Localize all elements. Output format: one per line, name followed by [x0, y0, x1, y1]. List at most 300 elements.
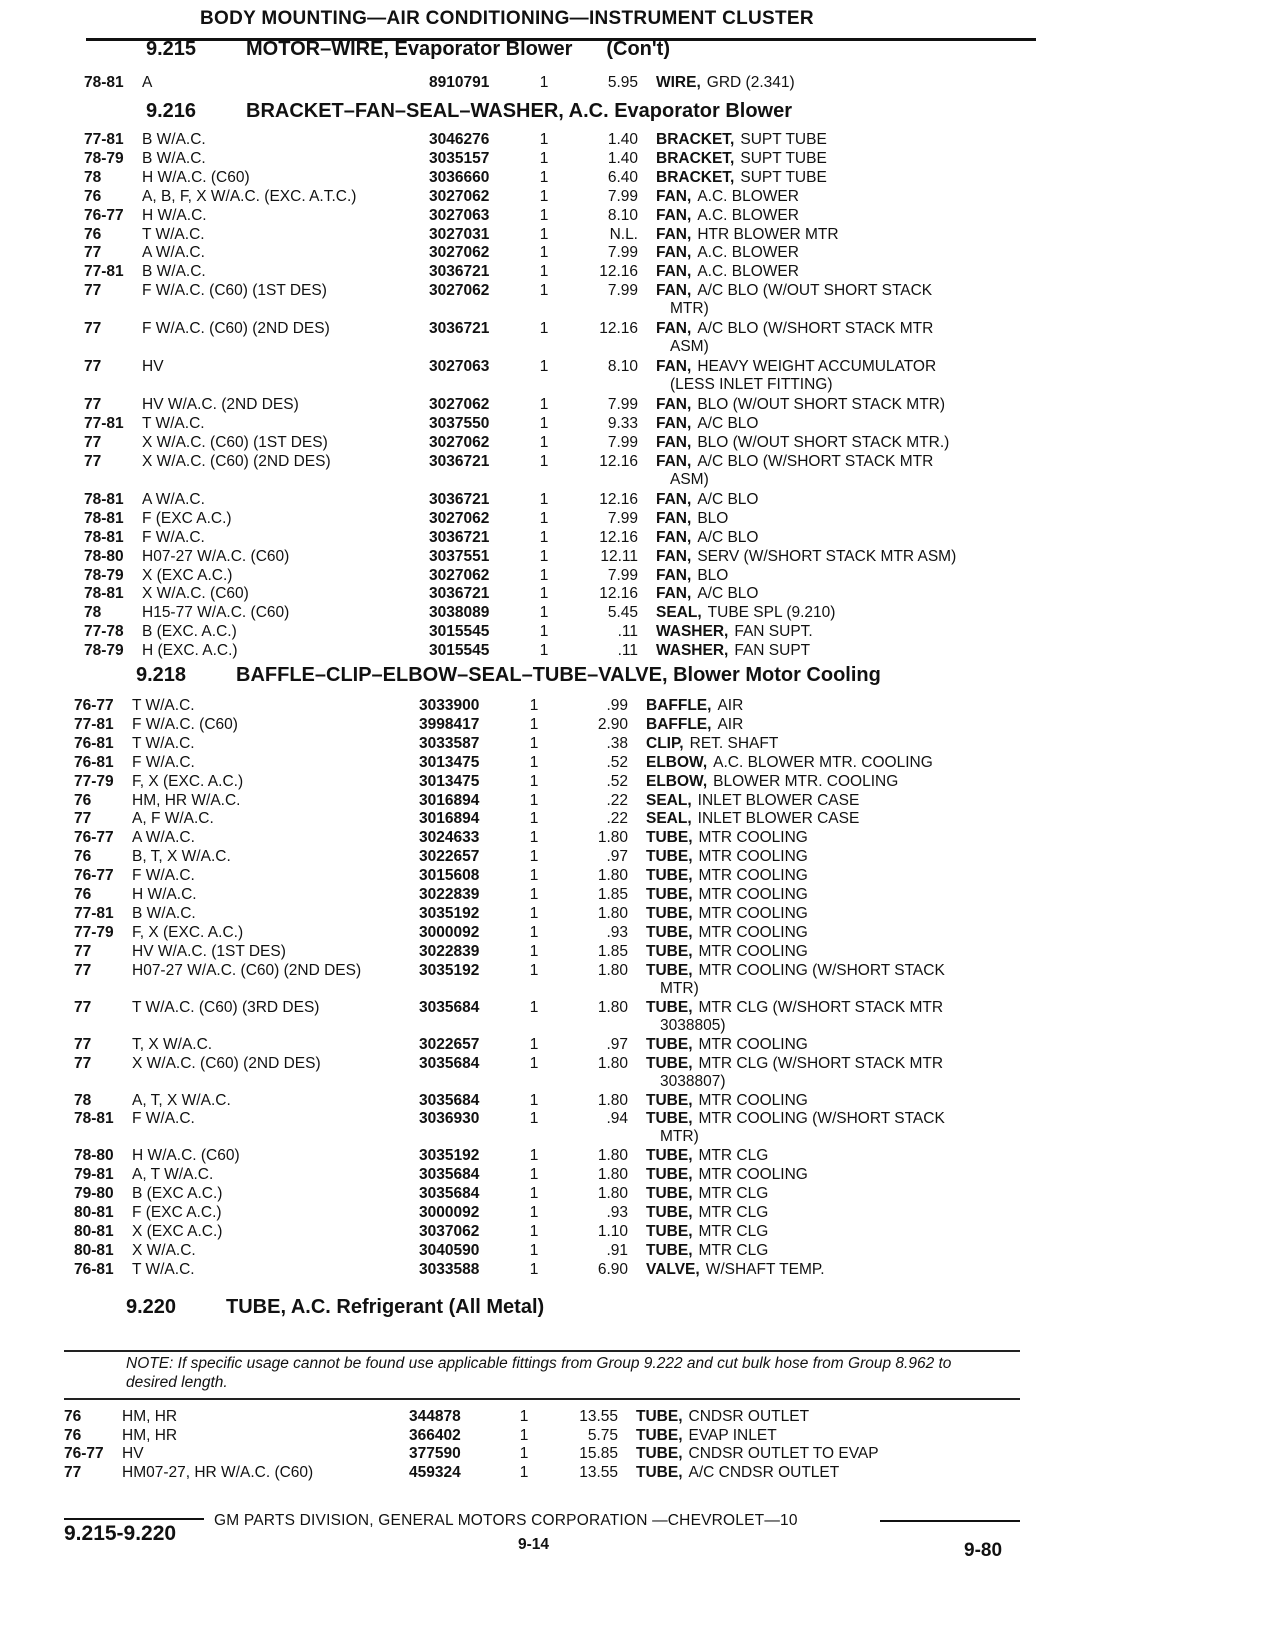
quantity: 1 — [529, 734, 539, 752]
group-number: 9.215 — [146, 38, 197, 60]
part-number: 3027062 — [429, 282, 490, 300]
price: .38 — [606, 734, 628, 752]
parts-row — [64, 1445, 1020, 1463]
parts-row — [74, 886, 1020, 904]
part-number: 3000092 — [419, 923, 480, 941]
description-text: BLO — [697, 509, 729, 527]
usage: H07-27 W/A.C. (C60) (2ND DES) — [132, 961, 362, 979]
description — [656, 169, 1016, 187]
usage: A, F W/A.C. — [132, 810, 214, 828]
footer-publisher: GM PARTS DIVISION, GENERAL MOTORS CORPORATION —CHEVROLET—10 — [214, 1512, 798, 1529]
description-text: MTR COOLING (W/SHORT STACK — [698, 1110, 945, 1128]
parts-row — [74, 1242, 1020, 1260]
description — [646, 792, 1006, 810]
description-keyword: CLIP, — [646, 734, 684, 752]
usage: HM07-27, HR W/A.C. (C60) — [122, 1463, 314, 1481]
part-number: 459324 — [409, 1463, 461, 1481]
parts-row — [74, 773, 1020, 791]
part-number: 3024633 — [419, 829, 480, 847]
description-keyword: TUBE, — [646, 904, 693, 922]
description-keyword: FAN, — [656, 320, 692, 338]
price: 13.55 — [579, 1408, 618, 1425]
description-text: W/SHAFT TEMP. — [705, 1260, 825, 1278]
group-title-continued: (Con't) — [606, 38, 670, 60]
quantity: 1 — [539, 434, 549, 451]
quantity: 1 — [539, 206, 549, 224]
parts-row — [84, 529, 1020, 547]
parts-row — [84, 74, 1020, 92]
description — [656, 529, 1016, 547]
usage: T W/A.C. (C60) (3RD DES) — [132, 998, 320, 1016]
part-number: 3013475 — [419, 753, 480, 771]
parts-row — [74, 1036, 1020, 1054]
description — [646, 943, 1006, 961]
parts-row — [74, 867, 1020, 885]
description-text: A.C. BLOWER MTR. COOLING — [713, 753, 933, 771]
part-number: 3036721 — [429, 528, 490, 546]
parts-row — [64, 1464, 1020, 1482]
description — [656, 150, 1016, 168]
parts-row — [74, 829, 1020, 847]
usage: HM, HR W/A.C. — [132, 791, 241, 809]
description — [656, 244, 1016, 262]
part-number: 3035684 — [419, 1091, 480, 1109]
description — [646, 1242, 1006, 1260]
model-year: 77-81 — [74, 904, 114, 922]
description-text: SUPT TUBE — [740, 149, 827, 167]
group-heading — [126, 1296, 544, 1319]
quantity: 1 — [529, 904, 539, 922]
parts-row — [84, 491, 1020, 509]
description-keyword: FAN, — [656, 225, 692, 243]
part-number: 3035684 — [419, 1166, 480, 1184]
description — [656, 396, 1016, 414]
model-year: 76-77 — [84, 206, 124, 224]
description-keyword: SEAL, — [656, 604, 702, 622]
model-year: 77 — [84, 358, 102, 376]
quantity: 1 — [539, 642, 549, 660]
quantity: 1 — [539, 168, 549, 186]
description-keyword: FAN, — [656, 509, 692, 527]
parts-row — [84, 358, 1020, 376]
description-text: A.C. BLOWER — [697, 244, 799, 262]
quantity: 1 — [519, 1408, 529, 1425]
description — [646, 1147, 1006, 1165]
price: 7.99 — [607, 244, 638, 262]
description — [646, 1223, 1006, 1241]
description — [656, 642, 1016, 660]
description-keyword: TUBE, — [646, 998, 693, 1016]
description-continued: (LESS INLET FITTING) — [670, 376, 833, 394]
description — [646, 886, 1006, 904]
part-number: 3040590 — [419, 1241, 480, 1259]
parts-row — [84, 567, 1020, 585]
price: .52 — [606, 772, 628, 790]
model-year: 77 — [84, 396, 102, 414]
model-year: 77 — [84, 282, 102, 300]
part-number: 3022839 — [419, 942, 480, 960]
usage: H W/A.C. — [132, 886, 197, 903]
model-year: 76 — [84, 187, 102, 205]
description — [656, 207, 1016, 225]
footer-date: 9-80 — [964, 1540, 1003, 1561]
parts-row — [74, 962, 1020, 980]
description-text: MTR CLG — [698, 1241, 769, 1259]
price: .22 — [606, 810, 628, 828]
part-number: 3027062 — [429, 434, 490, 451]
part-number: 3036721 — [429, 452, 490, 470]
description-keyword: FAN, — [656, 244, 692, 262]
description-text: AIR — [717, 715, 744, 733]
price: .97 — [606, 1035, 628, 1053]
parts-row — [74, 1110, 1020, 1128]
quantity: 1 — [529, 829, 539, 847]
description-text: FAN SUPT — [734, 642, 811, 660]
part-number: 3035192 — [419, 904, 480, 922]
parts-row — [84, 453, 1020, 471]
price: 7.99 — [607, 187, 638, 205]
model-year: 78-81 — [84, 585, 124, 603]
description-text: MTR CLG (W/SHORT STACK MTR — [698, 998, 944, 1016]
price: 1.80 — [597, 1091, 628, 1109]
description-keyword: FAN, — [656, 547, 692, 565]
price: 1.85 — [597, 886, 628, 903]
price: 2.90 — [597, 715, 628, 733]
part-number: 3037550 — [429, 415, 490, 433]
description-text: CNDSR OUTLET TO EVAP — [688, 1445, 879, 1463]
part-number: 3013475 — [419, 772, 480, 790]
usage: B, T, X W/A.C. — [132, 848, 231, 866]
description-keyword: ELBOW, — [646, 772, 708, 790]
description-keyword: TUBE, — [646, 886, 693, 903]
price: .91 — [606, 1241, 628, 1259]
description — [646, 999, 1006, 1017]
parts-row — [64, 1427, 1020, 1445]
model-year: 79-80 — [74, 1185, 114, 1203]
description-text: MTR COOLING — [698, 1091, 808, 1109]
description-keyword: ELBOW, — [646, 753, 708, 771]
description-keyword: FAN, — [656, 187, 692, 205]
model-year: 76-77 — [74, 867, 114, 885]
model-year: 77 — [84, 320, 102, 338]
quantity: 1 — [539, 623, 549, 641]
price: 1.80 — [597, 829, 628, 847]
parts-row — [74, 1147, 1020, 1165]
part-number: 3027062 — [429, 244, 490, 262]
usage: T W/A.C. — [132, 1260, 195, 1278]
usage: F (EXC A.C.) — [132, 1204, 222, 1222]
description — [656, 74, 1016, 92]
price: .11 — [617, 642, 638, 660]
usage: HV W/A.C. (1ST DES) — [132, 942, 286, 960]
model-year: 78-81 — [84, 490, 124, 508]
price: 1.80 — [597, 961, 628, 979]
description-text: MTR COOLING — [698, 886, 808, 903]
description-keyword: FAN, — [656, 358, 692, 376]
description-text: A/C BLO (W/OUT SHORT STACK — [697, 282, 933, 300]
group-number: 9.218 — [136, 664, 187, 686]
parts-row — [74, 999, 1020, 1017]
quantity: 1 — [539, 566, 549, 584]
parts-row — [84, 188, 1020, 206]
quantity: 1 — [529, 1110, 539, 1128]
part-number: 3037062 — [419, 1223, 480, 1240]
description — [646, 773, 1006, 791]
model-year: 76-77 — [64, 1445, 104, 1463]
description-keyword: SEAL, — [646, 810, 692, 828]
usage: HM, HR — [122, 1408, 178, 1425]
description-continued: MTR) — [660, 979, 699, 997]
model-year: 76-81 — [74, 753, 114, 771]
description-text: HEAVY WEIGHT ACCUMULATOR — [697, 358, 937, 376]
usage: F W/A.C. (C60) — [132, 715, 238, 733]
description-text: INLET BLOWER CASE — [697, 791, 860, 809]
description-keyword: WIRE, — [656, 74, 701, 91]
quantity: 1 — [539, 149, 549, 167]
parts-row — [84, 131, 1020, 149]
model-year: 78 — [74, 1091, 92, 1109]
part-number: 3022657 — [419, 848, 480, 866]
quantity: 1 — [539, 320, 549, 338]
description-text: SERV (W/SHORT STACK MTR ASM) — [697, 547, 957, 565]
description — [656, 188, 1016, 206]
price: 1.80 — [597, 1185, 628, 1203]
parts-row — [74, 1261, 1020, 1279]
parts-row — [84, 244, 1020, 262]
description-keyword: TUBE, — [646, 1091, 693, 1109]
usage: B W/A.C. — [132, 904, 196, 922]
part-number: 3046276 — [429, 131, 490, 148]
parts-row — [74, 1092, 1020, 1110]
description — [656, 131, 1016, 149]
price: 12.16 — [599, 490, 638, 508]
description-text: RET. SHAFT — [689, 734, 779, 752]
model-year: 76-77 — [74, 697, 114, 714]
description-text: MTR CLG — [698, 1185, 769, 1203]
price: 12.16 — [599, 452, 638, 470]
parts-row — [84, 150, 1020, 168]
description-text: GRD (2.341) — [706, 74, 795, 91]
usage: H07-27 W/A.C. (C60) — [142, 547, 290, 565]
model-year: 78-81 — [74, 1110, 114, 1128]
description-keyword: FAN, — [656, 434, 692, 451]
model-year: 80-81 — [74, 1223, 114, 1240]
description-keyword: BAFFLE, — [646, 697, 712, 714]
parts-row — [84, 585, 1020, 603]
price: 1.40 — [607, 149, 638, 167]
model-year: 78-81 — [84, 509, 124, 527]
quantity: 1 — [539, 225, 549, 243]
price: 7.99 — [607, 434, 638, 451]
parts-row — [84, 604, 1020, 622]
parts-row — [74, 1185, 1020, 1203]
parts-row — [84, 282, 1020, 300]
quantity: 1 — [539, 131, 549, 148]
parts-row — [84, 415, 1020, 433]
model-year: 78-80 — [84, 547, 124, 565]
description — [656, 585, 1016, 603]
usage: F (EXC A.C.) — [142, 509, 232, 527]
price: 1.80 — [597, 1147, 628, 1165]
quantity: 1 — [529, 867, 539, 885]
model-year: 76-81 — [74, 1260, 114, 1278]
description-text: A/C CNDSR OUTLET — [688, 1463, 840, 1481]
quantity: 1 — [539, 585, 549, 603]
usage: F W/A.C. (C60) (1ST DES) — [142, 282, 327, 300]
description-keyword: TUBE, — [646, 848, 693, 866]
description — [636, 1427, 996, 1445]
quantity: 1 — [539, 187, 549, 205]
usage: X W/A.C. (C60) (2ND DES) — [132, 1054, 321, 1072]
description-keyword: FAN, — [656, 206, 692, 224]
description — [646, 905, 1006, 923]
description-text: MTR COOLING — [698, 1166, 808, 1184]
parts-row — [84, 623, 1020, 641]
usage: H (EXC. A.C.) — [142, 642, 238, 660]
description — [656, 510, 1016, 528]
usage: H W/A.C. (C60) — [132, 1147, 240, 1165]
price: 7.99 — [607, 396, 638, 414]
price: .99 — [606, 697, 628, 714]
usage: B W/A.C. — [142, 149, 206, 167]
part-number: 3033900 — [419, 697, 480, 714]
footer-left-rule — [64, 1518, 204, 1520]
description-keyword: BRACKET, — [656, 149, 735, 167]
description-keyword: FAN, — [656, 566, 692, 584]
parts-row — [84, 226, 1020, 244]
note-bottom-rule — [64, 1398, 1020, 1400]
quantity: 1 — [529, 697, 539, 714]
model-year: 76 — [64, 1426, 82, 1444]
price: 9.33 — [607, 415, 638, 433]
group-title: MOTOR–WIRE, Evaporator Blower — [246, 38, 573, 60]
description-text: HTR BLOWER MTR — [697, 225, 839, 243]
part-number: 366402 — [409, 1426, 461, 1444]
description-keyword: FAN, — [656, 263, 692, 281]
part-number: 3035192 — [419, 1147, 480, 1165]
description-keyword: TUBE, — [646, 1241, 693, 1259]
parts-row — [74, 1223, 1020, 1241]
price: 15.85 — [579, 1445, 618, 1463]
parts-row — [84, 396, 1020, 414]
part-number: 3015608 — [419, 867, 480, 885]
quantity: 1 — [529, 923, 539, 941]
description — [656, 282, 1016, 300]
parts-row — [74, 924, 1020, 942]
model-year: 76 — [84, 225, 102, 243]
description — [646, 1036, 1006, 1054]
quantity: 1 — [529, 772, 539, 790]
price: N.L. — [609, 225, 638, 243]
description-keyword: TUBE, — [646, 1223, 693, 1240]
usage: X (EXC A.C.) — [142, 566, 233, 584]
parts-row — [74, 810, 1020, 828]
quantity: 1 — [529, 1223, 539, 1240]
model-year: 76 — [74, 886, 92, 903]
usage: F, X (EXC. A.C.) — [132, 772, 244, 790]
model-year: 77 — [74, 1054, 92, 1072]
description-keyword: FAN, — [656, 585, 692, 603]
quantity: 1 — [529, 998, 539, 1016]
group-heading — [146, 38, 670, 61]
description-keyword: BRACKET, — [656, 131, 735, 148]
parts-row — [74, 848, 1020, 866]
description-continued: ASM) — [670, 470, 709, 488]
part-number: 3037551 — [429, 547, 490, 565]
description-text: A/C BLO — [697, 415, 759, 433]
usage: A, T W/A.C. — [132, 1166, 214, 1184]
model-year: 77-81 — [84, 131, 124, 148]
description — [646, 1110, 1006, 1128]
usage: H W/A.C. — [142, 206, 207, 224]
quantity: 1 — [519, 1445, 529, 1463]
parts-row — [84, 434, 1020, 452]
quantity: 1 — [529, 715, 539, 733]
quantity: 1 — [539, 509, 549, 527]
description-keyword: TUBE, — [646, 1204, 693, 1222]
model-year: 80-81 — [74, 1241, 114, 1259]
description — [656, 567, 1016, 585]
price: 6.90 — [597, 1260, 628, 1278]
description — [646, 716, 1006, 734]
description — [646, 1092, 1006, 1110]
description — [656, 604, 1016, 622]
usage: F W/A.C. — [132, 1110, 195, 1128]
description — [646, 1055, 1006, 1073]
description-keyword: TUBE, — [646, 1110, 693, 1128]
description — [646, 1166, 1006, 1184]
usage: H15-77 W/A.C. (C60) — [142, 604, 290, 622]
group-title: BRACKET–FAN–SEAL–WASHER, A.C. Evaporator Blower — [246, 100, 793, 122]
parts-row — [84, 548, 1020, 566]
quantity: 1 — [539, 396, 549, 414]
description-text: SUPT TUBE — [740, 131, 827, 148]
usage: X W/A.C. — [132, 1241, 196, 1259]
description-keyword: BRACKET, — [656, 168, 735, 186]
part-number: 3033587 — [419, 734, 480, 752]
quantity: 1 — [539, 415, 549, 433]
group-heading — [136, 664, 881, 687]
model-year: 77-81 — [84, 415, 124, 433]
footer-right-rule — [880, 1520, 1020, 1522]
model-year: 76 — [64, 1408, 82, 1425]
part-number: 3016894 — [419, 810, 480, 828]
footer-page-number: 9-14 — [518, 1536, 550, 1553]
usage: A, B, F, X W/A.C. (EXC. A.T.C.) — [142, 187, 357, 205]
description — [646, 924, 1006, 942]
price: 1.80 — [597, 1166, 628, 1184]
quantity: 1 — [529, 961, 539, 979]
quantity: 1 — [529, 1035, 539, 1053]
usage: F W/A.C. — [142, 528, 205, 546]
parts-row — [74, 697, 1020, 715]
description-keyword: FAN, — [656, 528, 692, 546]
description-keyword: TUBE, — [646, 867, 693, 885]
price: 6.40 — [607, 168, 638, 186]
note-text: NOTE: If specific usage cannot be found use applicable fittings from Group 9.222 and cut bulk hose from Group 8.962 to desired length. — [126, 1355, 952, 1391]
model-year: 76-81 — [74, 734, 114, 752]
model-year: 77-79 — [74, 772, 114, 790]
usage: F W/A.C. — [132, 753, 195, 771]
description-keyword: TUBE, — [636, 1445, 683, 1463]
usage: HM, HR — [122, 1426, 178, 1444]
part-number: 3036721 — [429, 320, 490, 338]
description-continued: ASM) — [670, 338, 709, 356]
quantity: 1 — [539, 547, 549, 565]
model-year: 78 — [84, 604, 102, 622]
description — [646, 735, 1006, 753]
description-text: MTR COOLING — [698, 829, 808, 847]
